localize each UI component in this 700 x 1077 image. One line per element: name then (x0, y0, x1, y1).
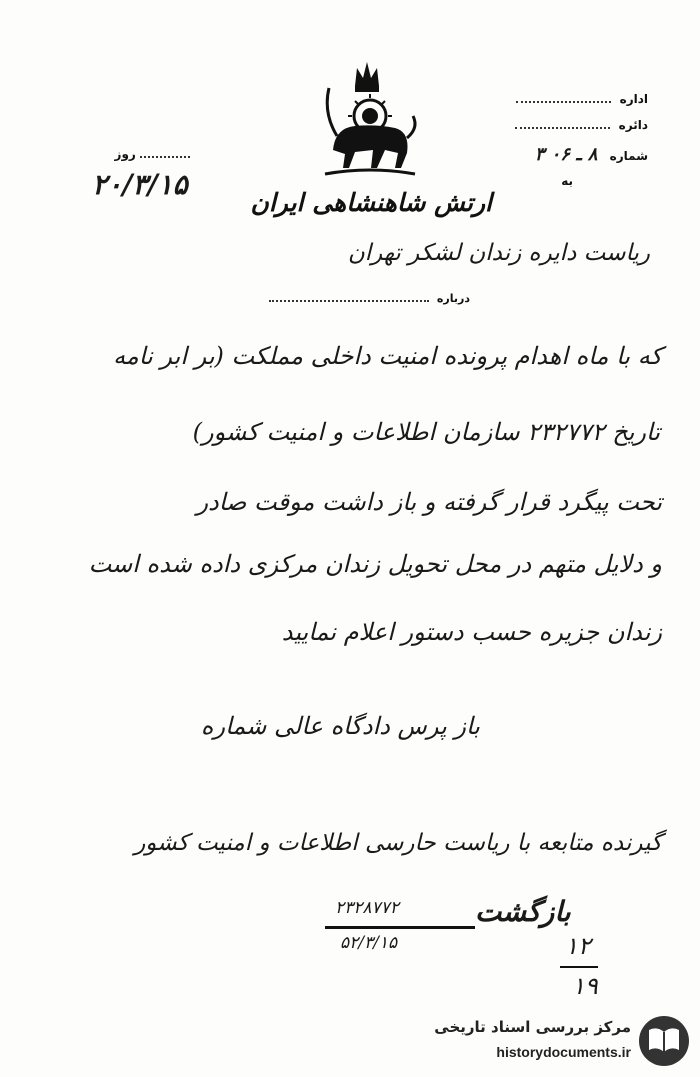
copy-line: گیرنده متابعه با ریاست حارسی اطلاعات و امنیت کشور (134, 830, 662, 856)
org-title: ارتش شاهنشاهی ایران (250, 188, 492, 217)
watermark (418, 1012, 693, 1072)
book-logo-icon (637, 1014, 691, 1068)
reference-number: ۲۳۲۸۷۷۲ (335, 898, 399, 918)
body-line-3: تحت پیگرد قرار گرفته و باز داشت موقت صادر (196, 488, 662, 516)
about-row (240, 292, 470, 305)
lion-and-sun-emblem (315, 58, 420, 178)
margin-divider (560, 966, 598, 968)
field-label: شماره (609, 149, 648, 163)
date-label: روز (114, 147, 136, 161)
reference-date: ۵۲/۳/۱۵ (340, 933, 398, 953)
body-line-2: تاریخ ۲۳۲۷۷۲ سازمان اطلاعات و امنیت کشور) (192, 418, 660, 446)
field-office (478, 92, 648, 118)
date-label-row (110, 147, 190, 161)
field-number (478, 144, 648, 174)
field-label: اداره (619, 92, 648, 106)
about-label: درباره (436, 292, 470, 305)
header-fields (478, 92, 648, 200)
subject-line: ریاست دایره زندان لشکر تهران (347, 240, 650, 266)
watermark-site: historydocuments.ir (496, 1044, 631, 1060)
watermark-name: مرکز بررسی اسناد تاریخی (434, 1018, 631, 1036)
field-department (478, 118, 648, 144)
return-note: بازگشت (475, 895, 571, 928)
field-number-value: ۸ ـ ۰۶ ۳ (534, 144, 598, 165)
field-label: دائره (618, 118, 648, 132)
body-line-1: که با ماه اهدام پرونده امنیت داخلی مملکت (بر ابر نامه (113, 342, 662, 370)
date-value: ۲۰/۳/۱۵ (92, 168, 188, 201)
field-label: به (561, 174, 573, 188)
reference-divider (325, 926, 475, 929)
margin-number-1: ۱۲ (565, 932, 591, 960)
margin-number-2: ۱۹ (572, 972, 598, 1000)
field-to (478, 174, 648, 200)
body-line-5: زندان جزیره حسب دستور اعلام نمایید (281, 618, 662, 646)
body-line-4: و دلایل متهم در محل تحویل زندان مرکزی داده شده است (88, 550, 662, 578)
signature: باز پرس دادگاه عالی شماره (200, 712, 480, 740)
